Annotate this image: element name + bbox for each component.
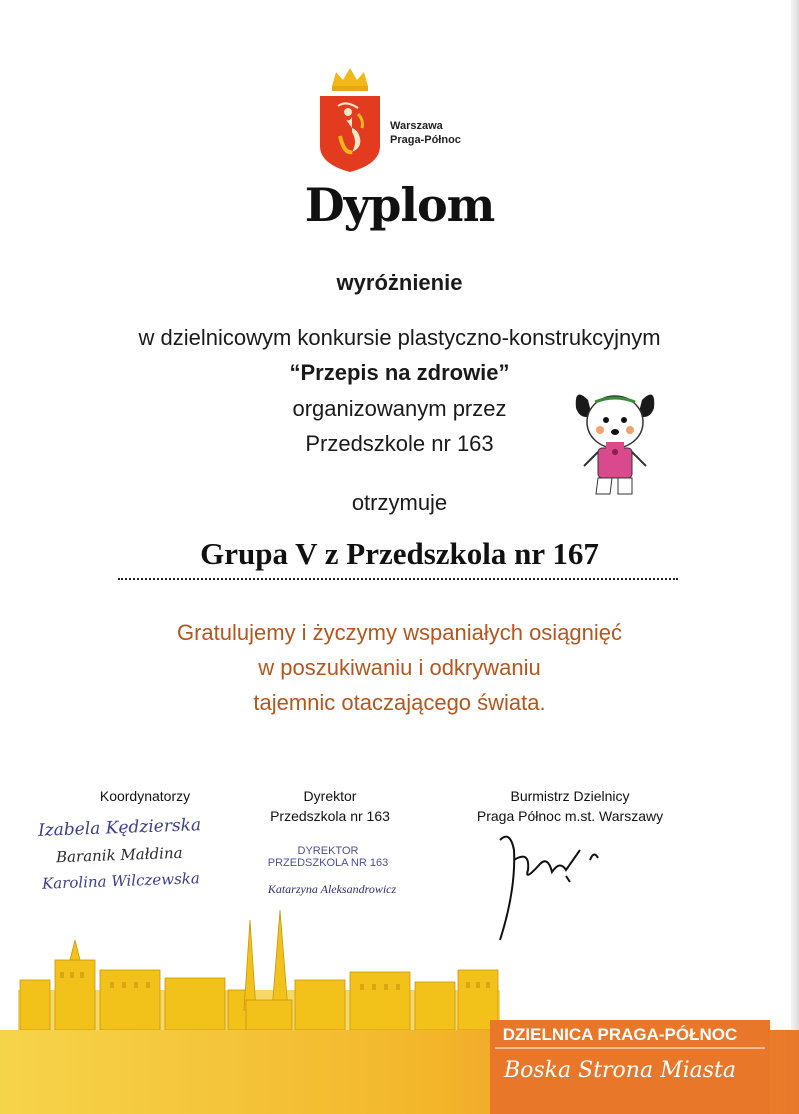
city-name — [390, 119, 461, 147]
stamp-line-2: PRZEDSZKOLA NR 163 — [267, 857, 389, 869]
contest-name: “Przepis na zdrowie” — [289, 360, 510, 385]
district-motto: Boska Strona Miasta — [503, 1058, 737, 1083]
receives-label: otrzymuje — [351, 490, 448, 515]
mayor-label-line-1: Burmistrz Dzielnicy — [510, 788, 630, 804]
diploma-title: Dyplom — [304, 178, 495, 232]
director-label — [245, 786, 415, 826]
city-line-1: Warszawa — [390, 120, 443, 132]
coordinator-signature-3: Karolina Wilczewska — [41, 869, 201, 893]
award-label: wyróżnienie — [336, 270, 463, 295]
coordinator-signature-1: Izabela Kędzierska — [37, 815, 202, 841]
organizer-name: Przedszkole nr 163 — [305, 431, 494, 456]
city-line-2: Praga-Północ — [390, 134, 461, 146]
district-banner-text: DZIELNICA PRAGA-PÓŁNOC — [502, 1025, 738, 1044]
mayor-label-line-2: Praga Północ m.st. Warszawy — [476, 808, 664, 824]
coordinators-label: Koordynatorzy — [99, 788, 191, 804]
body-line-1: w dzielnicowym konkursie plastyczno-konstrukcyjnym — [138, 325, 661, 350]
wishes-line-2: w poszukiwaniu i odkrywaniu — [258, 655, 541, 680]
director-label-line-2: Przedszkola nr 163 — [270, 808, 390, 824]
stamp-line-1: DYREKTOR — [297, 845, 359, 857]
wishes-line-1: Gratulujemy i życzymy wspaniałych osiągnięć — [176, 620, 623, 645]
recipient-name: Grupa V z Przedszkola nr 167 — [200, 536, 599, 571]
coordinator-signature-2: Baranik Małdina — [55, 843, 183, 867]
wishes-line-3: tajemnic otaczającego świata. — [253, 690, 546, 715]
stamp-director-name: Katarzyna Aleksandrowicz — [267, 882, 397, 896]
dog-mascot-illustration — [570, 380, 660, 500]
recipient-dotted-line — [118, 578, 678, 580]
director-stamp — [248, 845, 408, 869]
director-label-line-1: Dyrektor — [303, 788, 357, 804]
body-line-3: organizowanym przez — [292, 396, 507, 421]
warsaw-crest-icon — [318, 64, 382, 174]
